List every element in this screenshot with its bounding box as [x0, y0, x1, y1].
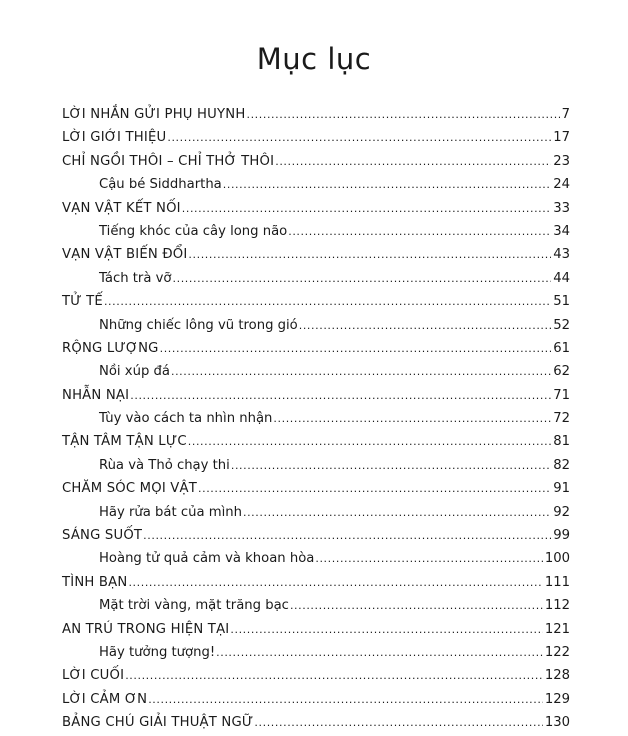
dot-leader [198, 477, 551, 500]
toc-chapter-entry[interactable] [62, 384, 570, 407]
dot-leader [290, 594, 543, 617]
dot-leader [173, 267, 552, 290]
dot-leader [104, 290, 551, 313]
toc-chapter-entry[interactable] [62, 524, 570, 547]
dot-leader [182, 197, 551, 220]
toc-entry-title: VẠN VẬT BIẾN ĐỔI [62, 247, 188, 263]
toc-chapter-entry[interactable] [62, 126, 570, 149]
toc-entry-title: Rùa và Thỏ chạy thi [99, 457, 230, 473]
toc-chapter-entry[interactable] [62, 477, 570, 500]
toc-chapter-entry[interactable] [62, 337, 570, 360]
toc-entry-title: TỬ TẾ [62, 294, 103, 310]
toc-entry-title: Tùy vào cách ta nhìn nhận [99, 411, 273, 427]
toc-entry-title: AN TRÚ TRONG HIỆN TẠI [62, 621, 230, 637]
toc-chapter-entry[interactable] [62, 711, 570, 734]
toc-page-number: 112 [544, 598, 570, 614]
toc-page-number: 92 [553, 504, 570, 520]
toc-page-number: 91 [553, 481, 570, 497]
toc-entry-title: LỜI CUỐI [62, 668, 125, 684]
toc-page-number: 61 [553, 340, 570, 356]
toc-page-number: 82 [553, 457, 570, 473]
toc-chapter-entry[interactable] [62, 290, 570, 313]
toc-page-number: 33 [553, 200, 570, 216]
dot-leader [128, 571, 542, 594]
toc-entry-title: TÌNH BẠN [62, 574, 128, 590]
dot-leader [130, 384, 551, 407]
toc-page-number: 121 [544, 621, 570, 637]
toc-story-entry[interactable] [62, 314, 570, 337]
toc-entry-title: VẠN VẬT KẾT NỐI [62, 200, 181, 216]
toc-entry-title: Tiếng khóc của cây long não [99, 223, 288, 239]
dot-leader [171, 360, 551, 383]
toc-page-number: 24 [553, 177, 570, 193]
toc-story-entry[interactable] [62, 547, 570, 570]
toc-story-entry[interactable] [62, 173, 570, 196]
dot-leader [288, 220, 551, 243]
toc-chapter-entry[interactable] [62, 664, 570, 687]
toc-page-number: 44 [553, 270, 570, 286]
toc-entry-title: TẬN TÂM TẬN LỰC [62, 434, 187, 450]
dot-leader [246, 103, 559, 126]
toc-entry-title: NHẪN NẠI [62, 387, 130, 403]
toc-entry-title: LỜI CẢM ƠN [62, 691, 148, 707]
toc-entry-title: LỜI GIỚI THIỆU [62, 130, 167, 146]
toc-page-number: 71 [553, 387, 570, 403]
toc-entry-title: Tách trà vỡ [99, 270, 172, 286]
toc-page-number: 62 [553, 364, 570, 380]
dot-leader [231, 454, 551, 477]
toc-chapter-entry[interactable] [62, 430, 570, 453]
toc-page-number: 100 [544, 551, 570, 567]
toc-chapter-entry[interactable] [62, 571, 570, 594]
dot-leader [273, 407, 551, 430]
toc-story-entry[interactable] [62, 360, 570, 383]
toc-chapter-entry[interactable] [62, 243, 570, 266]
toc-page-number: 129 [544, 691, 570, 707]
dot-leader [160, 337, 552, 360]
toc-page-number: 34 [553, 223, 570, 239]
toc-page-number: 72 [553, 411, 570, 427]
dot-leader [188, 243, 551, 266]
dot-leader [315, 547, 542, 570]
dot-leader [230, 618, 542, 641]
toc-entry-title: Hãy tưởng tượng! [99, 644, 216, 660]
toc-story-entry[interactable] [62, 267, 570, 290]
toc-chapter-entry[interactable] [62, 103, 570, 126]
dot-leader [188, 430, 551, 453]
toc-entry-title: Cậu bé Siddhartha [99, 177, 222, 193]
toc-page-number: 51 [553, 294, 570, 310]
toc-entry-title: Những chiếc lông vũ trong gió [99, 317, 298, 333]
page-title: Mục lục [256, 42, 372, 76]
toc-entry-title: BẢNG CHÚ GIẢI THUẬT NGỮ [62, 715, 254, 731]
toc-chapter-entry[interactable] [62, 688, 570, 711]
dot-leader [243, 501, 551, 524]
dot-leader [148, 688, 543, 711]
toc-entry-title: CHỈ NGỒI THÔI – CHỈ THỞ THÔI [62, 153, 275, 169]
toc-chapter-entry[interactable] [62, 197, 570, 220]
toc-story-entry[interactable] [62, 407, 570, 430]
dot-leader [275, 150, 551, 173]
dot-leader [167, 126, 551, 149]
toc-page-number: 7 [561, 107, 570, 122]
toc-entry-title: SÁNG SUỐT [62, 528, 143, 544]
toc-story-entry[interactable] [62, 501, 570, 524]
toc-entry-title: Mặt trời vàng, mặt trăng bạc [99, 598, 289, 614]
toc-story-entry[interactable] [62, 454, 570, 477]
toc-entry-title: CHĂM SÓC MỌI VẬT [62, 481, 198, 497]
toc-page-number: 128 [544, 668, 570, 684]
toc-page-number: 43 [553, 247, 570, 263]
toc-list [62, 103, 570, 735]
toc-page-number: 99 [553, 528, 570, 544]
toc-page-number: 52 [553, 317, 570, 333]
toc-page-number: 130 [544, 715, 570, 731]
dot-leader [216, 641, 543, 664]
toc-story-entry[interactable] [62, 220, 570, 243]
dot-leader [125, 664, 543, 687]
toc-chapter-entry[interactable] [62, 618, 570, 641]
toc-entry-title: Nồi xúp đá [99, 364, 170, 380]
toc-page-number: 23 [553, 153, 570, 169]
toc-page-number: 81 [553, 434, 570, 450]
toc-page-number: 111 [544, 574, 570, 590]
toc-page-number: 122 [544, 644, 570, 660]
dot-leader [143, 524, 551, 547]
dot-leader [254, 711, 542, 734]
toc-chapter-entry[interactable] [62, 150, 570, 173]
toc-entry-title: Hãy rửa bát của mình [99, 504, 242, 520]
toc-entry-title: RỘNG LƯỢNG [62, 340, 159, 356]
toc-entry-title: Hoàng tử quả cảm và khoan hòa [99, 551, 315, 567]
dot-leader [299, 314, 551, 337]
dot-leader [223, 173, 551, 196]
toc-story-entry[interactable] [62, 641, 570, 664]
toc-story-entry[interactable] [62, 594, 570, 617]
toc-entry-title: LỜI NHẮN GỬI PHỤ HUYNH [62, 107, 246, 122]
toc-page-number: 17 [553, 130, 570, 146]
